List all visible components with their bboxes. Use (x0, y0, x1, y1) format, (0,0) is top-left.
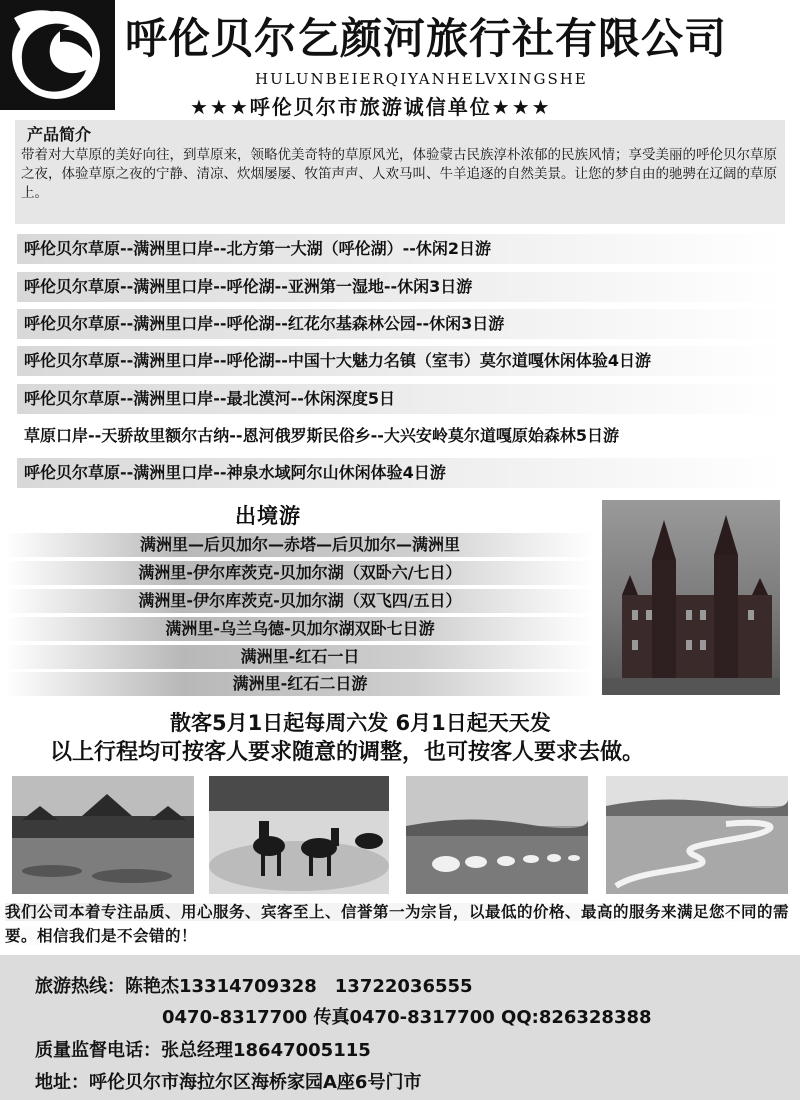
historical-museum-photo (602, 500, 780, 695)
outbound-route: 满洲里-伊尔库茨克-贝加尔湖（双飞四/五日） (5, 589, 595, 613)
motto-text: 我们公司本着专注品质、用心服务、宾客至上、信誉第一为宗旨，以最低的价格、最高的服务来满足您不同的需要。相信我们是不会错的！ (5, 903, 790, 945)
company-pinyin: HULUNBEIERQIYANHELVXINGSHE (255, 70, 588, 88)
quality-phone: 张总经理18647005115 (161, 1040, 371, 1061)
outbound-route: 满洲里-红石一日 (5, 645, 595, 669)
quality-supervision-row (35, 1036, 371, 1062)
integrity-slogan: ★★★呼伦贝尔市旅游诚信单位★★★ (190, 95, 552, 119)
outbound-title: 出境游 (235, 504, 301, 528)
intro-title: 产品简介 (27, 125, 92, 144)
address-row (35, 1068, 421, 1094)
outbound-route: 满洲里-伊尔库茨克-贝加尔湖（双卧六/七日） (5, 561, 595, 585)
outbound-route: 满洲里—后贝加尔—赤塔—后贝加尔—满洲里 (5, 533, 595, 557)
outbound-route: 满洲里-红石二日游 (5, 672, 595, 696)
outbound-route: 满洲里-乌兰乌德-贝加尔湖双卧七日游 (5, 617, 595, 641)
domestic-route: 呼伦贝尔草原--满洲里口岸--呼伦湖--中国十大魅力名镇（室韦）莫尔道嘎休闲体验4日游 (17, 346, 785, 376)
horse-riders-photo (209, 776, 389, 894)
domestic-route: 呼伦贝尔草原--满洲里口岸--最北漠河--休闲深度5日 (17, 384, 785, 414)
hotline-numbers: 陈艳杰13314709328 13722036555 (125, 976, 473, 997)
meandering-river-photo (606, 776, 788, 894)
domestic-route: 呼伦贝尔草原--满洲里口岸--神泉水域阿尔山休闲体验4日游 (17, 458, 785, 488)
product-intro (15, 120, 785, 224)
domestic-route: 呼伦贝尔草原--满洲里口岸--呼伦湖--红花尔基森林公园--休闲3日游 (17, 309, 785, 339)
company-name: 呼伦贝尔乞颜河旅行社有限公司 (125, 14, 728, 63)
mongolian-palace-photo (12, 776, 194, 894)
yurts-grassland-photo (406, 776, 588, 894)
address-value: 呼伦贝尔市海拉尔区海桥家园A座6号门市 (89, 1072, 422, 1093)
domestic-route: 呼伦贝尔草原--满洲里口岸--呼伦湖--亚洲第一湿地--休闲3日游 (17, 272, 785, 302)
quality-label: 质量监督电话： (35, 1040, 161, 1061)
contact-panel (0, 955, 800, 1100)
hotline-row (35, 972, 473, 998)
domestic-route: 呼伦贝尔草原--满洲里口岸--北方第一大湖（呼伦湖）--休闲2日游 (17, 234, 785, 264)
company-logo (0, 0, 115, 110)
address-label: 地址： (35, 1072, 89, 1093)
domestic-route: 草原口岸--天骄故里额尔古纳--恩河俄罗斯民俗乡--大兴安岭莫尔道嘎原始森林5日游 (17, 421, 785, 451)
intro-text: 带着对大草原的美好向往，到草原来，领略优美奇特的草原风光，体验蒙古民族淳朴浓郁的民族风情；享受美丽的呼伦贝尔草原之夜，体验草原之夜的宁静、清凉、炊烟屡屡、牧笛声声、人欢马叫、牛羊追逐的自然美景。让您的梦自由的驰骋在辽阔的草原上。 (21, 147, 777, 201)
schedule-custom-note: 以上行程均可按客人要求随意的调整，也可按客人要求去做。 (50, 740, 645, 765)
hotline-label: 旅游热线： (35, 976, 125, 997)
company-motto (5, 900, 795, 948)
schedule-departures: 散客5月1日起每周六发 6月1日起天天发 (170, 711, 551, 735)
office-phone-fax-qq: 0470-8317700 传真0470-8317700 QQ:826328388 (162, 1007, 652, 1028)
